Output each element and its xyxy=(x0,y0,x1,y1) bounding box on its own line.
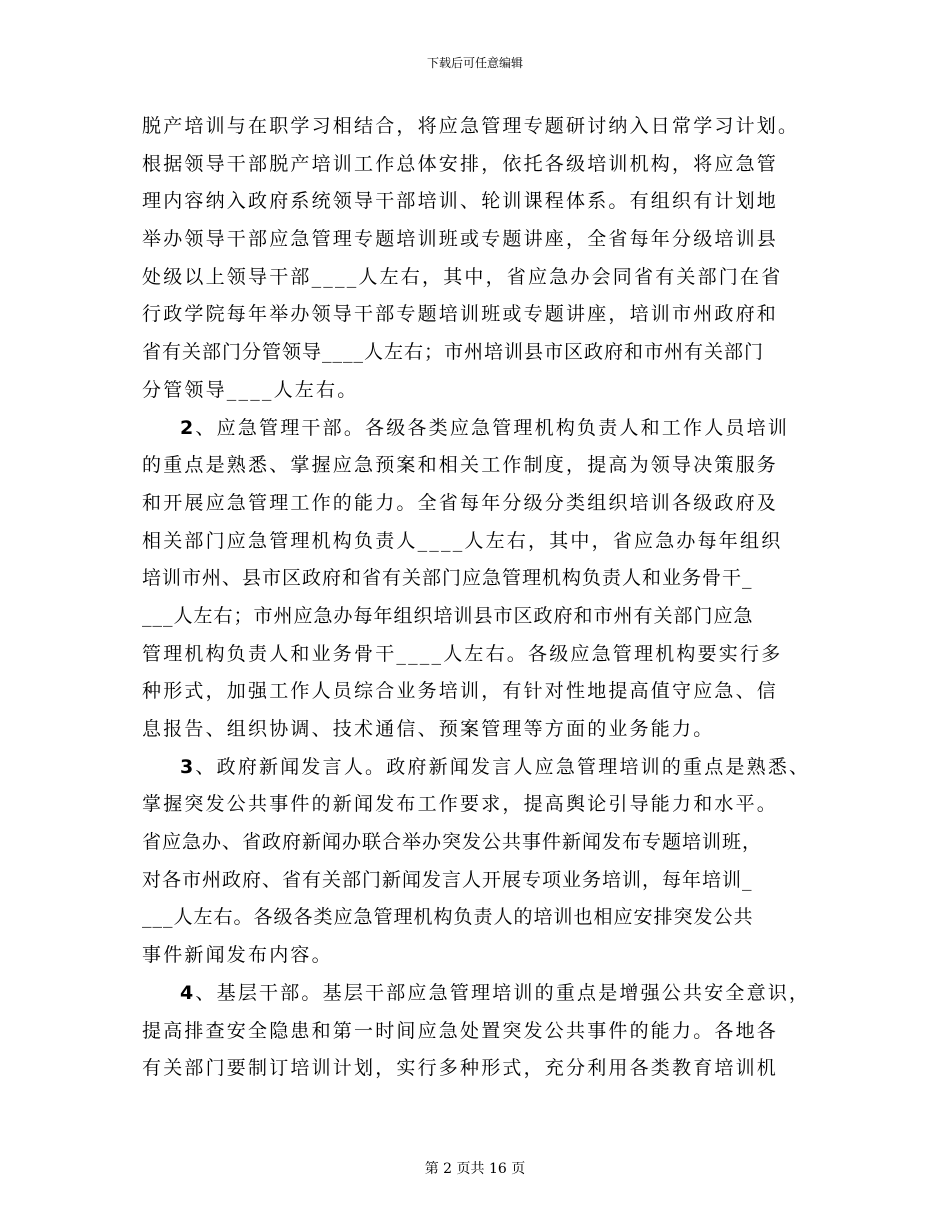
text-line: 有关部门要制订培训计划，实行多种形式，充分利用各类教育培训机 xyxy=(142,1057,779,1080)
text-line: 提高排查安全隐患和第一时间应急处置突发公共事件的能力。各地各 xyxy=(142,1019,779,1042)
page-footer: 第 2 页共 16 页 xyxy=(424,1161,526,1177)
text-line: 的重点是熟悉、掌握应急预案和相关工作制度，提高为领导决策服务 xyxy=(142,454,779,477)
text-line: 处级以上领导干部____人左右，其中，省应急办会同省有关部门在省 xyxy=(142,265,783,288)
text-line: 培训市州、县市区政府和省有关部门应急管理机构负责人和业务骨干_ xyxy=(142,567,753,590)
paragraph-4 xyxy=(142,975,828,1088)
text-line: 相关部门应急管理机构负责人____人左右，其中，省应急办每年组织 xyxy=(142,529,783,552)
text-line: 分管领导____人左右。 xyxy=(142,378,359,401)
text-line: 省有关部门分管领导____人左右；市州培训县市区政府和市州有关部门 xyxy=(142,341,765,364)
text-line-content: 、政府新闻发言人。政府新闻发言人应急管理培训的重点是熟悉、 xyxy=(195,755,811,778)
document-body xyxy=(142,108,828,1088)
paragraph-1 xyxy=(142,108,828,410)
text-line: 行政学院每年举办领导干部专题培训班或专题讲座，培训市州政府和 xyxy=(142,303,779,326)
text-line: 息报告、组织协调、技术通信、预案管理等方面的业务能力。 xyxy=(142,718,715,740)
text-line: 对各市州政府、省有关部门新闻发言人开展专项业务培训，每年培训_ xyxy=(142,868,753,891)
text-line: 掌握突发公共事件的新闻发布工作要求，提高舆论引导能力和水平。 xyxy=(142,793,779,816)
text-line: 举办领导干部应急管理专题培训班或专题讲座，全省每年分级培训县 xyxy=(142,228,779,251)
section-number: 4 xyxy=(180,981,196,1004)
text-line: 和开展应急管理工作的能力。全省每年分级分类组织培训各级政府及 xyxy=(142,491,779,514)
text-line: ___人左右。各级各类应急管理机构负责人的培训也相应安排突发公共 xyxy=(142,906,754,929)
text-line: 种形式，加强工作人员综合业务培训，有针对性地提高值守应急、信 xyxy=(142,680,779,703)
text-line: 脱产培训与在职学习相结合，将应急管理专题研讨纳入日常学习计划。 xyxy=(142,115,800,137)
text-line: 理内容纳入政府系统领导干部培训、轮训课程体系。有组织有计划地 xyxy=(142,190,779,213)
text-line-content: 、应急管理干部。各级各类应急管理机构负责人和工作人员培训 xyxy=(195,416,790,439)
text-line xyxy=(142,410,828,448)
text-line-content: 、基层干部。基层干部应急管理培训的重点是增强公共安全意识， xyxy=(195,981,811,1004)
text-line xyxy=(142,975,828,1013)
paragraph-2 xyxy=(142,410,828,749)
text-line: 事件新闻发布内容。 xyxy=(142,944,333,967)
paragraph-3 xyxy=(142,749,828,975)
text-line: ___人左右；市州应急办每年组织培训县市区政府和市州有关部门应急 xyxy=(142,604,754,627)
text-line xyxy=(142,749,828,787)
section-number: 2 xyxy=(180,416,196,439)
text-line: 省应急办、省政府新闻办联合举办突发公共事件新闻发布专题培训班， xyxy=(142,831,763,854)
section-number: 3 xyxy=(180,755,196,778)
text-line: 管理机构负责人和业务骨干____人左右。各级应急管理机构要实行多 xyxy=(142,642,783,665)
text-line: 根据领导干部脱产培训工作总体安排，依托各级培训机构，将应急管 xyxy=(142,152,779,175)
page-header: 下载后可任意编辑 xyxy=(426,56,523,70)
